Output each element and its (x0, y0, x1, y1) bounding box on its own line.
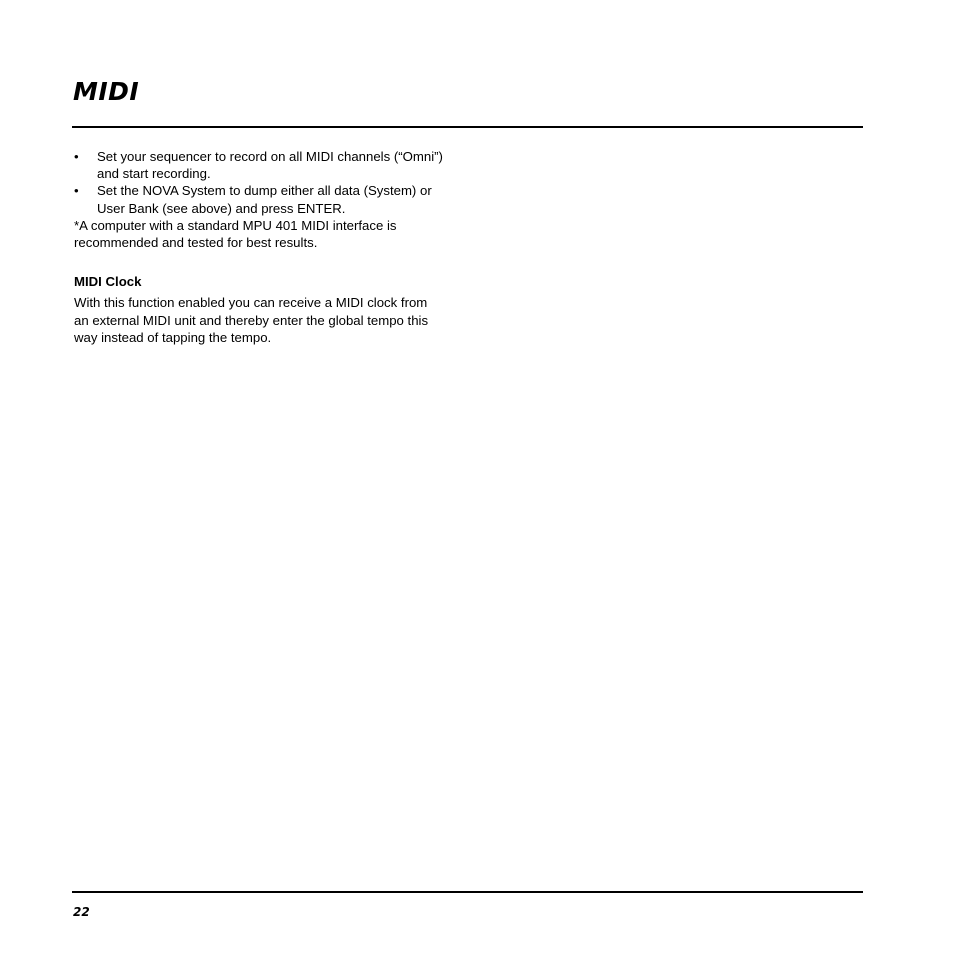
footnote: *A computer with a standard MPU 401 MIDI interface is recommended and tested for best results. (74, 217, 397, 251)
bullet-mark: • (74, 183, 79, 199)
bullet-list (74, 148, 444, 217)
list-item (74, 182, 444, 216)
bullet-mark: • (74, 149, 79, 164)
section-heading: MIDI Clock (74, 274, 142, 290)
page-content (74, 148, 444, 346)
page-title: MIDI (73, 77, 140, 106)
section-body: With this function enabled you can receive a MIDI clock from an external MIDI unit and thereby enter the global tempo this way instead of tapping the tempo. (74, 295, 429, 345)
footer-divider (72, 891, 863, 893)
list-item-text: Set your sequencer to record on all MIDI channels (“Omni”) and start recording. (97, 149, 443, 182)
page-number: 22 (73, 905, 90, 919)
list-item (74, 148, 444, 182)
list-item-text: Set the NOVA System to dump either all data (System) or User Bank (see above) and press ENTER. (97, 183, 432, 216)
header-divider (72, 126, 863, 128)
